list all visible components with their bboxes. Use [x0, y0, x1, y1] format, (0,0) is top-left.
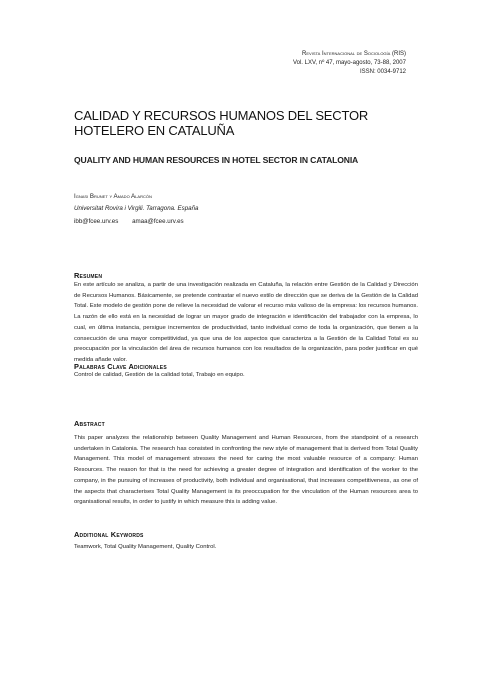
resumen-text: En este artículo se analiza, a partir de una investigación realizada en Cataluña, la relación entre Gestión de la Calidad y Dirección de Recursos Humanos. Básicamente, se pretende contrastar el nuevo estilo de dirección que se deriva de la Gestión de la Calidad Total. Este modelo de gestión pone de relieve la necesidad de valorar el recurso más valioso de la empresa: los recursos humanos. La razón de ello está en la necesidad de lograr un mayor grado de integración e identificación del trabajador con la empresa, lo cual, en última instancia, persigue incrementos de productividad, tanto individual como de toda la organización, que tienen a la consecución de una mayor competitividad, ya que una de los aspectos que caracteriza a la Gestión de la Calidad Total es su preocupación por la vinculación del área de recursos humanos con los resultados de la organización, para poder justificar en qué medida añade valor. [74, 282, 418, 363]
abstract-text: This paper analyzes the relationship between Quality Management and Human Resources, from the standpoint of a research undertaken in Catalonia. The research has consisted in confronting the new style of management that is derived from Total Quality Management. This model of management stresses the need for caring the most valuable resource of a company: Human Resources. The reason for that is the need for achieving a greater degree of integration and identification of the worker to the company, in the pursuing of increases of productivity, both individual and organisational, that increases competitiveness, as one of the aspects that characterises Total Quality Management is its preoccupation for the vinculation of the Human resources area to organisational results, in order to justify in which measure this is adding value. [74, 435, 418, 506]
abstract-heading: Abstract [74, 419, 105, 428]
journal-header [293, 50, 406, 77]
author-email[interactable]: ibb@fcee.urv.es [74, 218, 119, 225]
resumen-heading: Resumen [74, 271, 103, 280]
additional-keywords-text: Teamwork, Total Quality Management, Quality Control. [74, 544, 217, 550]
journal-issn: ISSN: 0034-9712 [359, 69, 406, 75]
article-title-spanish: CALIDAD Y RECURSOS HUMANOS DEL SECTOR HOTELERO EN CATALUÑA [74, 108, 369, 138]
palabras-clave-text: Control de calidad, Gestión de la calidad total, Trabajo en equipo. [74, 372, 245, 378]
palabras-clave-heading: Palabras Clave Adicionales [74, 362, 167, 371]
author-email[interactable]: amaa@fcee.urv.es [132, 218, 184, 225]
additional-keywords-heading: Additional Keywords [74, 530, 144, 539]
article-authors: Ignasi Brunet y Amado Alarcón [74, 193, 152, 200]
author-affiliation: Universitat Rovira i Virgili. Tarragona. España [74, 205, 199, 212]
author-emails [74, 218, 184, 226]
journal-name: Revista Internacional de Sociología (RIS) [302, 51, 406, 57]
journal-issue: Vol. LXV, nº 47, mayo-agosto, 73-88, 2007 [292, 60, 406, 66]
article-title-english: QUALITY AND HUMAN RESOURCES IN HOTEL SECTOR IN CATALONIA [74, 155, 359, 165]
